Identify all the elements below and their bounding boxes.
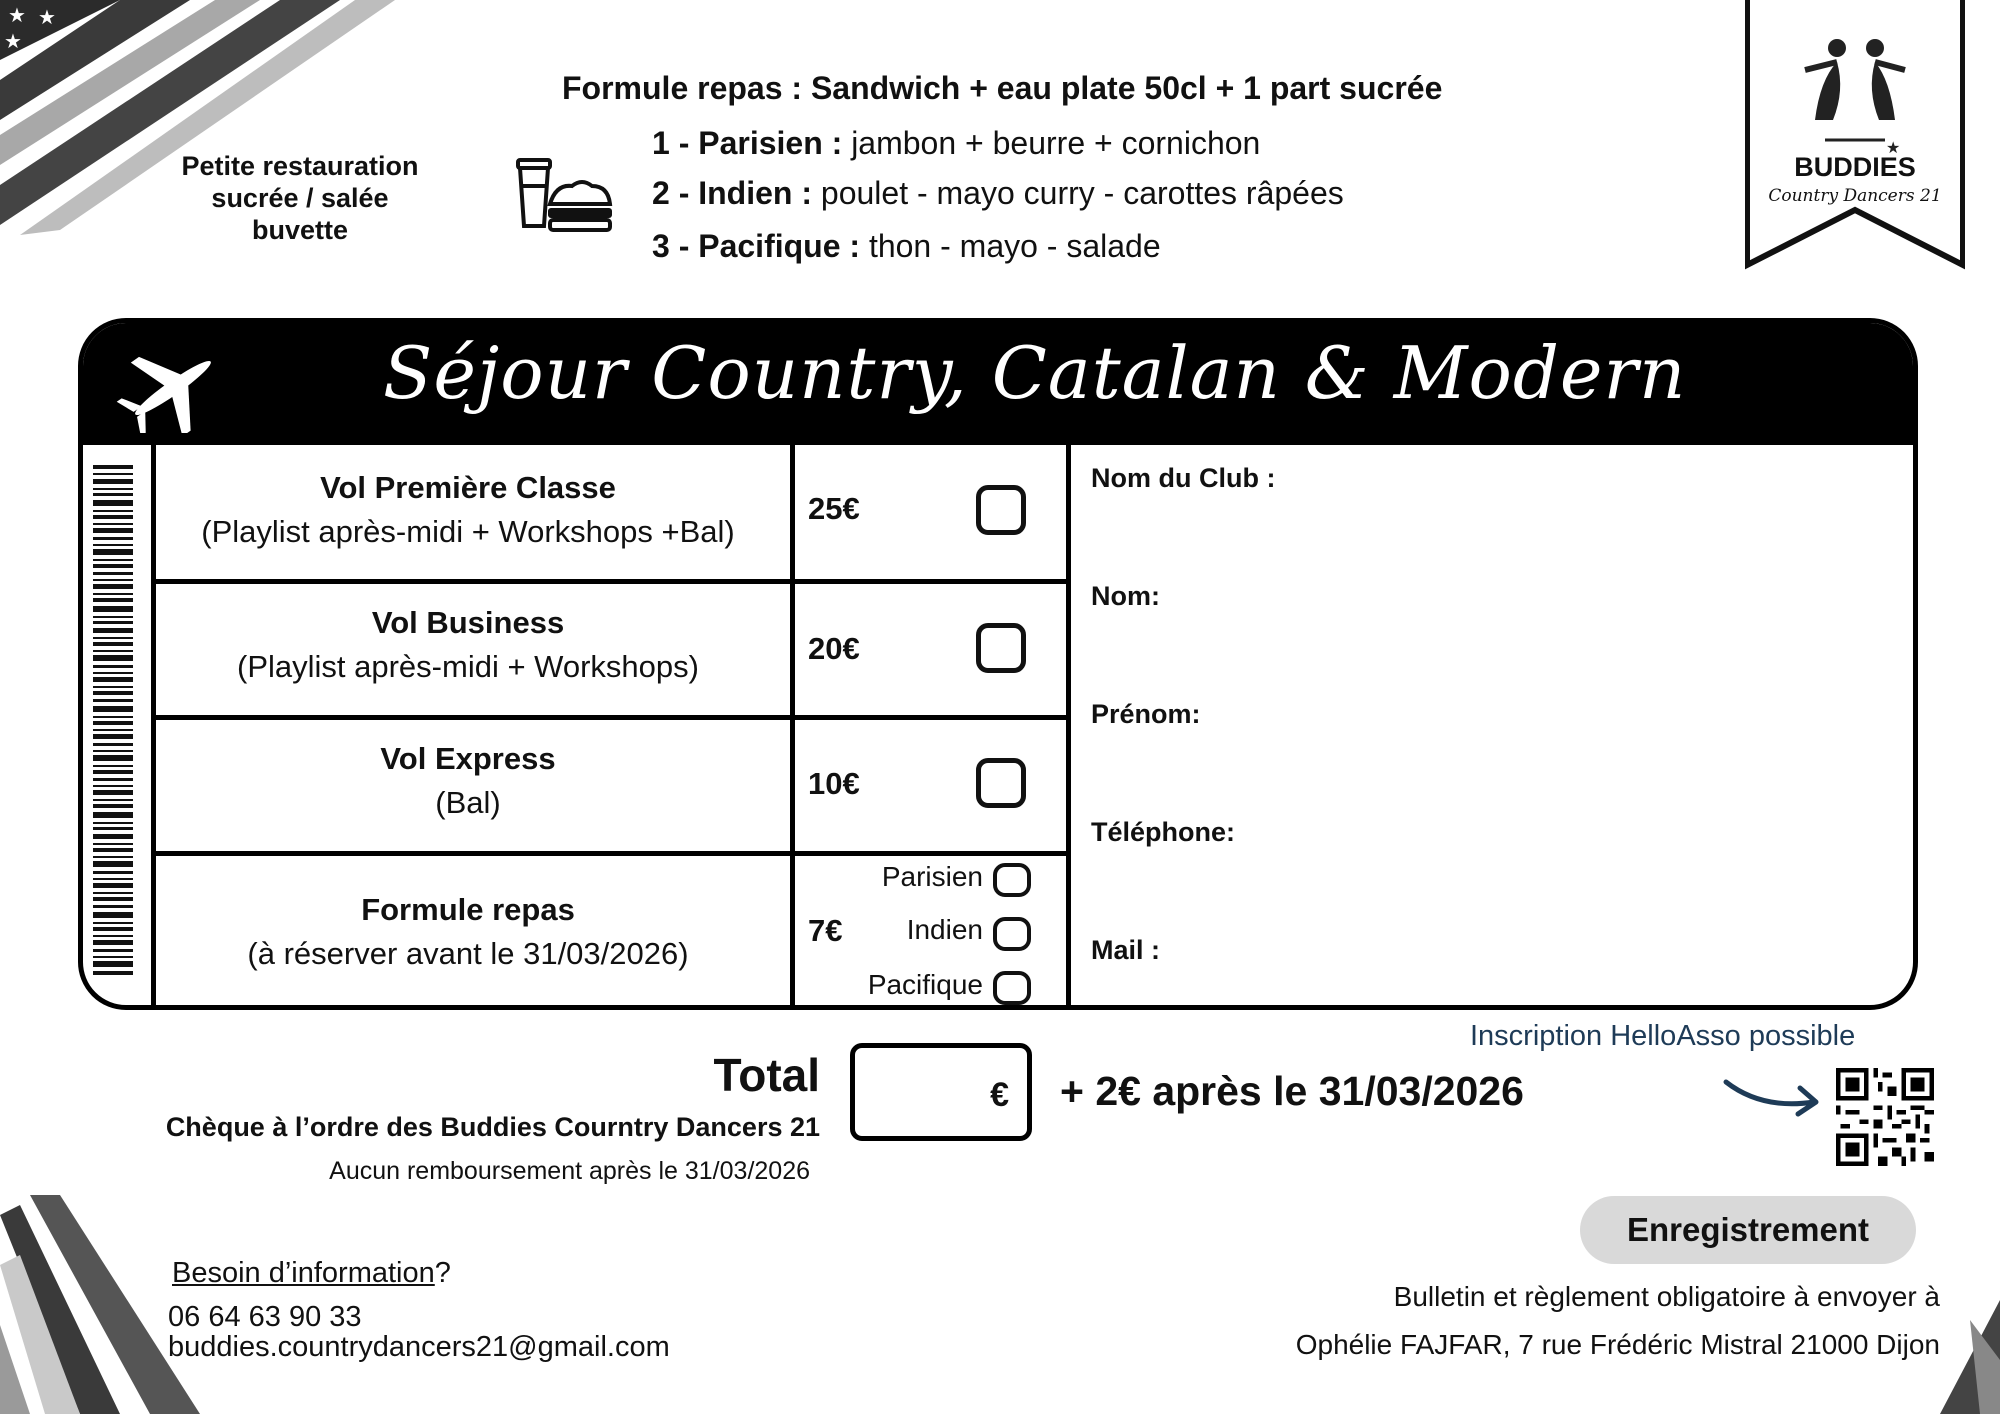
- option-price: 20€: [808, 631, 860, 666]
- cheque-note: Chèque à l’ordre des Buddies Courntry Dancers 21: [165, 1112, 820, 1142]
- currency-symbol: €: [990, 1076, 1009, 1114]
- info-heading: [172, 1257, 451, 1290]
- info-link[interactable]: Besoin d’information: [172, 1257, 435, 1289]
- menu-item-label: 3 - Pacifique :: [652, 228, 861, 264]
- email-field[interactable]: Mail :: [1091, 935, 1161, 965]
- option-price: 7€: [808, 913, 843, 948]
- petite-restauration-label: Petite restauration sucrée / salée buvette: [181, 151, 419, 245]
- logo-subtitle: Country Dancers 21: [1768, 186, 1942, 206]
- grid-line: [1066, 445, 1071, 1010]
- business-checkbox[interactable]: [976, 623, 1026, 673]
- meal-choice-label: Pacifique: [867, 969, 983, 1000]
- menu-item-parisien: [652, 125, 1260, 162]
- registration-ticket: [78, 318, 1918, 1010]
- menu-item-label: 2 - Indien :: [652, 175, 812, 211]
- menu-item-indien: [652, 175, 1344, 212]
- mailing-address: Ophélie FAJFAR, 7 rue Frédéric Mistral 21000 Dijon: [1295, 1329, 1940, 1360]
- first-name-field[interactable]: Prénom:: [1091, 699, 1201, 729]
- svg-text:★: ★: [1886, 140, 1901, 157]
- contact-email[interactable]: buddies.countrydancers21@gmail.com: [168, 1331, 670, 1363]
- pacifique-checkbox[interactable]: [993, 971, 1031, 1005]
- food-drink-icon: [512, 156, 616, 236]
- svg-text:★: ★: [4, 31, 22, 53]
- option-detail: (Playlist après-midi + Workshops): [237, 649, 699, 684]
- express-checkbox[interactable]: [976, 758, 1026, 808]
- grid-line: [151, 579, 1071, 584]
- premiere-classe-checkbox[interactable]: [976, 485, 1026, 535]
- indien-checkbox[interactable]: [993, 917, 1031, 951]
- buddies-logo: [1745, 0, 1965, 270]
- mailing-line: Bulletin et règlement obligatoire à envoyer à: [1393, 1281, 1940, 1312]
- contact-phone[interactable]: 06 64 63 90 33: [168, 1301, 362, 1333]
- meal-choice-label: Indien: [906, 914, 983, 945]
- option-price: 10€: [808, 766, 860, 801]
- option-name: Vol Business: [371, 605, 565, 640]
- option-name: Vol Première Classe: [320, 470, 616, 505]
- menu-item-desc: poulet - mayo curry - carottes râpées: [820, 175, 1344, 211]
- option-express: [153, 737, 783, 825]
- parisien-checkbox[interactable]: [993, 863, 1031, 897]
- phone-field[interactable]: Téléphone:: [1091, 817, 1236, 847]
- registration-button[interactable]: Enregistrement: [1580, 1196, 1916, 1264]
- menu-item-label: 1 - Parisien :: [652, 125, 843, 161]
- ticket-header: [83, 323, 1913, 445]
- option-price: 25€: [808, 491, 860, 526]
- menu-item-desc: thon - mayo - salade: [868, 228, 1161, 264]
- option-detail: (Playlist après-midi + Workshops +Bal): [201, 514, 735, 549]
- late-fee-note: + 2€ après le 31/03/2026: [1060, 1068, 1524, 1114]
- option-formule-repas: [153, 888, 783, 976]
- helloasso-link[interactable]: Inscription HelloAsso possible: [1470, 1020, 1856, 1052]
- arrow-right-icon: [1722, 1068, 1826, 1124]
- club-name-field[interactable]: Nom du Club :: [1091, 463, 1276, 493]
- logo-banner-icon: [1745, 0, 1965, 270]
- option-premiere-classe: [153, 466, 783, 554]
- option-detail: (Bal): [435, 785, 501, 820]
- barcode-icon: [93, 465, 133, 975]
- menu-title: Formule repas : Sandwich + eau plate 50cl + 1 part sucrée: [562, 70, 1443, 106]
- ticket-title: Séjour Country, Catalan & Modern: [383, 331, 1687, 415]
- total-label: Total: [713, 1049, 820, 1101]
- option-detail: (à réserver avant le 31/03/2026): [247, 936, 689, 971]
- menu-item-pacifique: [652, 228, 1161, 265]
- mailing-instructions: [1150, 1273, 1940, 1369]
- svg-text:★: ★: [38, 7, 56, 29]
- refund-note: Aucun remboursement après le 31/03/2026: [329, 1157, 810, 1185]
- logo-name: BUDDIES: [1794, 152, 1916, 182]
- grid-line: [151, 715, 1071, 720]
- option-business: [153, 601, 783, 689]
- option-name: Vol Express: [380, 741, 556, 776]
- last-name-field[interactable]: Nom:: [1091, 581, 1160, 611]
- contact-details: [168, 1302, 670, 1362]
- qr-code-icon[interactable]: [1836, 1068, 1934, 1166]
- info-question-mark: ?: [434, 1257, 451, 1289]
- svg-text:★: ★: [8, 5, 26, 27]
- total-input[interactable]: [850, 1043, 1032, 1141]
- grid-line: [151, 851, 1071, 856]
- meal-choice-label: Parisien: [881, 861, 983, 892]
- grid-line: [790, 445, 795, 1010]
- option-name: Formule repas: [361, 892, 575, 927]
- menu-item-desc: jambon + beurre + cornichon: [851, 125, 1261, 161]
- airplane-icon: [113, 343, 233, 433]
